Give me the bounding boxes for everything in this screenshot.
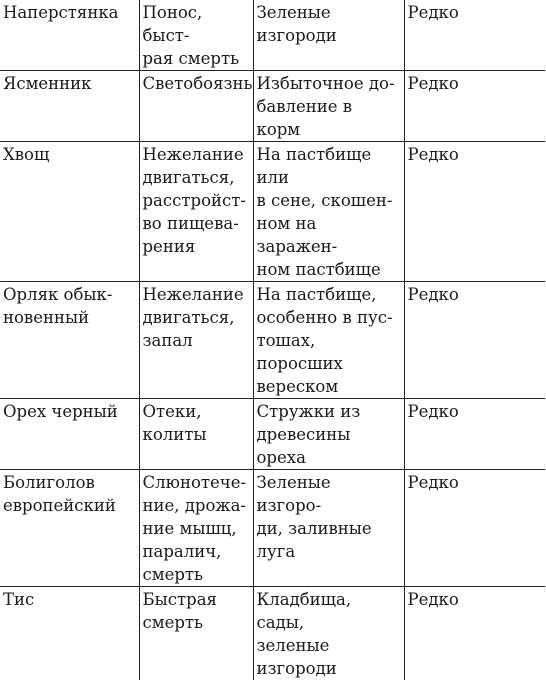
frequency-cell: Редко — [404, 587, 545, 680]
frequency-cell: Редко — [404, 399, 545, 470]
source-cell: Стружки из древесины ореха — [253, 399, 404, 470]
source-cell: Зеленые изгоро- ди, заливные луга — [253, 470, 404, 587]
symptoms-cell: Нежелание двигаться, расстройст- во пищева- рения — [139, 142, 253, 282]
plant-name-cell: Хвощ — [0, 142, 139, 282]
symptoms-cell: Отеки, колиты — [139, 399, 253, 470]
frequency-cell: Редко — [404, 282, 545, 399]
table-row — [0, 587, 545, 680]
plant-name-cell: Орех черный — [0, 399, 139, 470]
source-cell: Избыточное до- бавление в корм — [253, 71, 404, 142]
table-row — [0, 142, 545, 282]
symptoms-cell: Слюнотече- ние, дрожа- ние мышц, паралич, смерть — [139, 470, 253, 587]
symptoms-cell: Нежелание двигаться, запал — [139, 282, 253, 399]
source-cell: На пастбище или в сене, скошен- ном на заражен- ном пастбище — [253, 142, 404, 282]
frequency-cell: Редко — [404, 0, 545, 71]
frequency-cell: Редко — [404, 470, 545, 587]
symptoms-cell: Понос, быст- рая смерть — [139, 0, 253, 71]
frequency-cell: Редко — [404, 71, 545, 142]
symptoms-cell: Быстрая смерть — [139, 587, 253, 680]
plant-name-cell: Тис — [0, 587, 139, 680]
plant-name-cell: Болиголов европейский — [0, 470, 139, 587]
table-row — [0, 470, 545, 587]
source-cell: На пастбище, особенно в пус- тошах, поросших вереском — [253, 282, 404, 399]
symptoms-cell: Светобоязнь — [139, 71, 253, 142]
frequency-cell: Редко — [404, 142, 545, 282]
table-row — [0, 71, 545, 142]
table-row — [0, 282, 545, 399]
plant-name-cell: Орляк обык- новенный — [0, 282, 139, 399]
table-row — [0, 399, 545, 470]
plant-name-cell: Наперстянка — [0, 0, 139, 71]
table-row — [0, 0, 545, 71]
source-cell: Кладбища, сады, зеленые изгороди — [253, 587, 404, 680]
source-cell: Зеленые изгороди — [253, 0, 404, 71]
plant-name-cell: Ясменник — [0, 71, 139, 142]
